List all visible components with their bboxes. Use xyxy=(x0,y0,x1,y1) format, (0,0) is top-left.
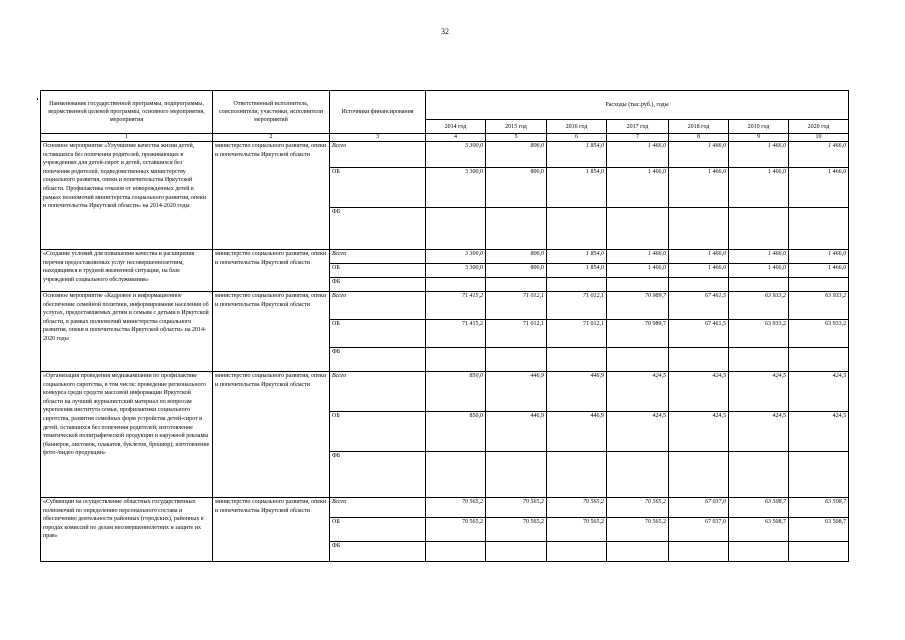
header-year: 2019 год xyxy=(729,120,789,134)
ob-value: 424,5 xyxy=(607,412,669,452)
fb-value xyxy=(547,208,607,250)
total-value: 63 508,7 xyxy=(789,498,849,518)
header-year: 2018 год xyxy=(669,120,729,134)
total-value: 63 933,2 xyxy=(729,292,789,320)
expenses-table xyxy=(40,90,849,562)
source-ob-label: ОБ xyxy=(330,412,426,452)
total-value: 1 466,0 xyxy=(729,250,789,264)
fb-value xyxy=(547,348,607,372)
fb-value xyxy=(729,208,789,250)
total-value: 446,9 xyxy=(486,372,547,412)
total-value: 70 565,2 xyxy=(486,498,547,518)
total-value: 424,5 xyxy=(729,372,789,412)
total-value: 71 415,2 xyxy=(426,292,486,320)
fb-value xyxy=(669,278,729,292)
header-year: 2014 год xyxy=(426,120,486,134)
fb-value xyxy=(789,452,849,498)
fb-value xyxy=(486,452,547,498)
total-value: 63 508,7 xyxy=(729,498,789,518)
fb-value xyxy=(729,542,789,562)
fb-value xyxy=(547,278,607,292)
ob-value: 1 854,0 xyxy=(547,168,607,208)
ob-value: 71 012,1 xyxy=(486,320,547,348)
total-value: 850,0 xyxy=(426,372,486,412)
fb-value xyxy=(426,278,486,292)
ob-value: 63 508,7 xyxy=(789,518,849,542)
total-value: 424,5 xyxy=(607,372,669,412)
source-ob-label: ОБ xyxy=(330,264,426,278)
ob-value: 1 466,0 xyxy=(789,168,849,208)
fb-value xyxy=(486,208,547,250)
fb-value xyxy=(789,348,849,372)
header-source: Источники финансирования xyxy=(330,91,426,134)
source-total-label: Всего xyxy=(330,250,426,264)
fb-value xyxy=(607,542,669,562)
fb-value xyxy=(547,542,607,562)
fb-value xyxy=(547,452,607,498)
fb-value xyxy=(789,278,849,292)
fb-value xyxy=(789,542,849,562)
total-value: 806,0 xyxy=(486,142,547,168)
ob-value: 424,5 xyxy=(789,412,849,452)
total-value: 3 300,0 xyxy=(426,250,486,264)
column-number: 1 xyxy=(41,134,213,142)
ob-value: 1 466,0 xyxy=(729,168,789,208)
table-row xyxy=(41,498,849,518)
total-value: 63 933,2 xyxy=(789,292,849,320)
fb-value xyxy=(486,278,547,292)
total-value: 70 565,2 xyxy=(426,498,486,518)
total-value: 1 854,0 xyxy=(547,250,607,264)
total-value: 424,5 xyxy=(669,372,729,412)
executor-name: министерство социального развития, опеки и попечительства Иркутской области xyxy=(213,250,330,292)
table-row xyxy=(41,250,849,264)
ob-value: 424,5 xyxy=(669,412,729,452)
source-fb-label: ФБ xyxy=(330,278,426,292)
total-value: 1 466,0 xyxy=(607,142,669,168)
fb-value xyxy=(669,542,729,562)
total-value: 1 466,0 xyxy=(729,142,789,168)
source-fb-label: ФБ xyxy=(330,348,426,372)
table-row xyxy=(41,142,849,168)
source-fb-label: ФБ xyxy=(330,452,426,498)
total-value: 1 466,0 xyxy=(789,250,849,264)
total-value: 70 565,2 xyxy=(607,498,669,518)
total-value: 806,0 xyxy=(486,250,547,264)
source-total-label: Всего xyxy=(330,372,426,412)
margin-mark xyxy=(37,98,38,100)
ob-value: 806,0 xyxy=(486,168,547,208)
total-value: 424,5 xyxy=(789,372,849,412)
ob-value: 806,0 xyxy=(486,264,547,278)
ob-value: 67 037,0 xyxy=(669,518,729,542)
ob-value: 63 933,2 xyxy=(729,320,789,348)
total-value: 1 466,0 xyxy=(789,142,849,168)
source-fb-label: ФБ xyxy=(330,542,426,562)
total-value: 70 989,7 xyxy=(607,292,669,320)
ob-value: 71 415,2 xyxy=(426,320,486,348)
total-value: 1 466,0 xyxy=(669,142,729,168)
ob-value: 1 466,0 xyxy=(607,168,669,208)
ob-value: 63 508,7 xyxy=(729,518,789,542)
fb-value xyxy=(426,348,486,372)
ob-value: 1 854,0 xyxy=(547,264,607,278)
source-ob-label: ОБ xyxy=(330,320,426,348)
column-number: 9 xyxy=(729,134,789,142)
fb-value xyxy=(426,452,486,498)
column-number: 3 xyxy=(330,134,426,142)
total-value: 67 037,0 xyxy=(669,498,729,518)
source-total-label: Всего xyxy=(330,292,426,320)
source-ob-label: ОБ xyxy=(330,168,426,208)
header-expenses: Расходы (тыс.руб.), годы xyxy=(426,91,849,120)
program-name: Основное мероприятие «Улучшение качества жизни детей, оставшихся без попечения родителей, проживающих в учреждениях для детей-сирот и детей, оставшихся без попечения родителей, подведомственных министерству социального развития, опеки и попечительства Иркутской области. Профилактика отказов от новорожденных детей в рамках полномочий министерства социального развития, опеки и попечительства Иркутской области» на 2014-2020 годы xyxy=(41,142,213,250)
total-value: 71 012,1 xyxy=(486,292,547,320)
fb-value xyxy=(486,542,547,562)
ob-value: 1 466,0 xyxy=(669,168,729,208)
ob-value: 446,9 xyxy=(486,412,547,452)
fb-value xyxy=(729,278,789,292)
ob-value: 70 565,2 xyxy=(486,518,547,542)
page-number: 32 xyxy=(441,27,449,36)
header-year: 2017 год xyxy=(607,120,669,134)
ob-value: 70 989,7 xyxy=(607,320,669,348)
total-value: 70 565,2 xyxy=(547,498,607,518)
header-year: 2015 год xyxy=(486,120,547,134)
fb-value xyxy=(607,208,669,250)
executor-name: министерство социального развития, опеки и попечительства Иркутской области xyxy=(213,372,330,498)
fb-value xyxy=(426,542,486,562)
program-name: «Субвенции на осуществление областных государственных полномочий по определению персонального состава и обеспечению деятельности районных (городских), районных в городах комиссий по делам несовершеннолетних и защите их прав» xyxy=(41,498,213,562)
ob-value: 446,9 xyxy=(547,412,607,452)
header-program: Наименование государственной программы, подпрограммы, ведомственной целевой программы, основного мероприятия, мероприятия xyxy=(41,91,213,134)
ob-value: 3 300,0 xyxy=(426,264,486,278)
fb-value xyxy=(607,348,669,372)
program-name: «Организация проведения медиакампании по профилактике социального сиротства, в том числе: проведение регионального конкурса среди средств массовой информации Иркутской области на лучший журналистский материал по вопросам укрепления института семьи, профилактики социального сиротства, развития семейных форм устройства детей-сирот и детей, оставшихся без попечения родителей; изготовление тематической полиграфической продукции и наружной рекламы (баннеров, листовок, плакатов, буклетов, брошюр); изготовление фото-/видео продукции» xyxy=(41,372,213,498)
ob-value: 1 466,0 xyxy=(729,264,789,278)
total-value: 71 012,1 xyxy=(547,292,607,320)
fb-value xyxy=(729,348,789,372)
ob-value: 67 461,5 xyxy=(669,320,729,348)
total-value: 1 466,0 xyxy=(669,250,729,264)
ob-value: 424,5 xyxy=(729,412,789,452)
ob-value: 850,0 xyxy=(426,412,486,452)
source-total-label: Всего xyxy=(330,142,426,168)
header-year: 2016 год xyxy=(547,120,607,134)
ob-value: 1 466,0 xyxy=(669,264,729,278)
fb-value xyxy=(729,452,789,498)
ob-value: 63 933,2 xyxy=(789,320,849,348)
column-number: 4 xyxy=(426,134,486,142)
total-value: 3 300,0 xyxy=(426,142,486,168)
ob-value: 70 565,2 xyxy=(607,518,669,542)
total-value: 446,9 xyxy=(547,372,607,412)
source-total-label: Всего xyxy=(330,498,426,518)
table-row xyxy=(41,372,849,412)
program-name: «Создание условий для повышения качества и расширения перечня предоставляемых услуг несовершеннолетним, находящимся в трудной жизненной ситуации, на базе учреждений социального обслуживания» xyxy=(41,250,213,292)
header-year: 2020 год xyxy=(789,120,849,134)
column-number: 5 xyxy=(486,134,547,142)
fb-value xyxy=(669,348,729,372)
ob-value: 1 466,0 xyxy=(789,264,849,278)
column-number: 8 xyxy=(669,134,729,142)
total-value: 1 854,0 xyxy=(547,142,607,168)
executor-name: министерство социального развития, опеки и попечительства Иркутской области xyxy=(213,292,330,372)
source-ob-label: ОБ xyxy=(330,518,426,542)
header-executor: Ответственный исполнитель, соисполнители, участники, исполнители мероприятий xyxy=(213,91,330,134)
ob-value: 1 466,0 xyxy=(607,264,669,278)
fb-value xyxy=(789,208,849,250)
executor-name: министерство социального развития, опеки и попечительства Иркутской области xyxy=(213,498,330,562)
fb-value xyxy=(669,208,729,250)
ob-value: 70 565,2 xyxy=(426,518,486,542)
ob-value: 70 565,2 xyxy=(547,518,607,542)
program-name: Основное мероприятие «Кадровое и информационное обеспечение семейной политики, информирование населения об услугах, предоставляемых детям и семьям с детьми в Иркутской области, в рамках полномочий министерства социального развития, опеки и попечительства Иркутской области» на 2014-2020 годы xyxy=(41,292,213,372)
total-value: 1 466,0 xyxy=(607,250,669,264)
ob-value: 3 300,0 xyxy=(426,168,486,208)
column-number: 6 xyxy=(547,134,607,142)
executor-name: министерство социального развития, опеки и попечительства Иркутской области xyxy=(213,142,330,250)
table-row xyxy=(41,292,849,320)
column-number: 2 xyxy=(213,134,330,142)
fb-value xyxy=(607,278,669,292)
total-value: 67 461,5 xyxy=(669,292,729,320)
column-number: 7 xyxy=(607,134,669,142)
source-fb-label: ФБ xyxy=(330,208,426,250)
ob-value: 71 012,1 xyxy=(547,320,607,348)
fb-value xyxy=(669,452,729,498)
column-number: 10 xyxy=(789,134,849,142)
fb-value xyxy=(426,208,486,250)
fb-value xyxy=(486,348,547,372)
fb-value xyxy=(607,452,669,498)
